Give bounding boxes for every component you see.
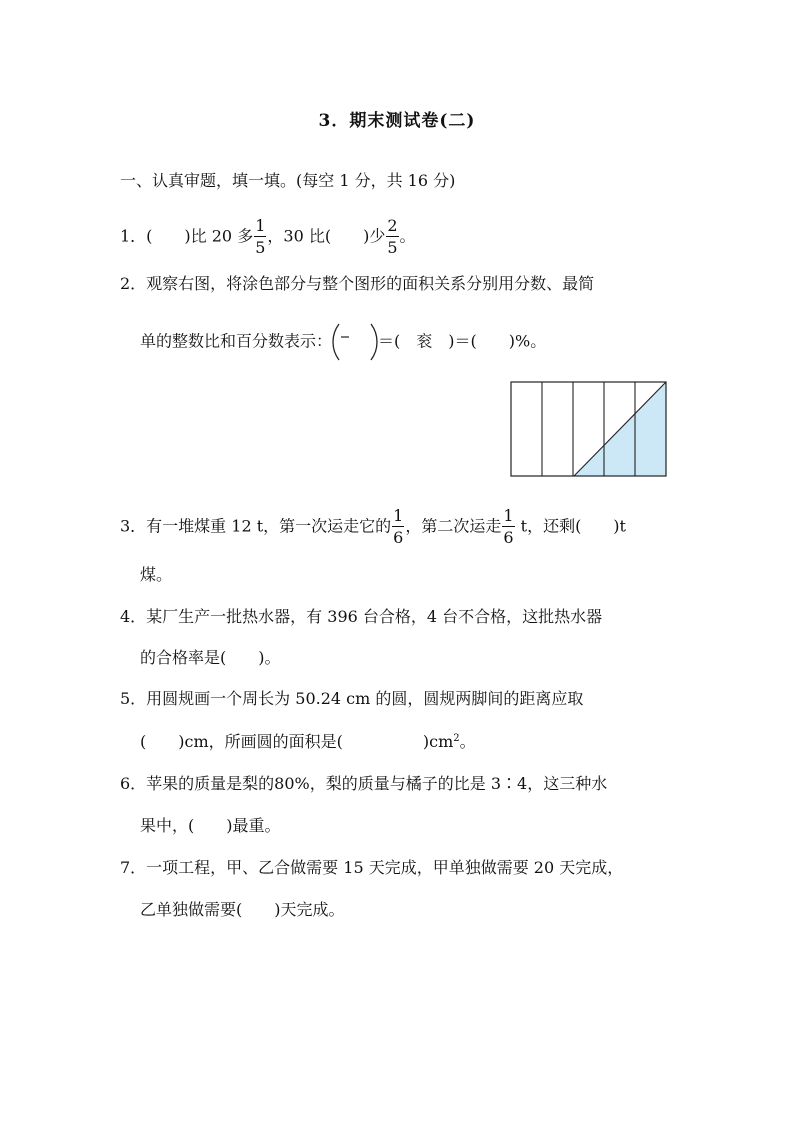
question-3-line-1 [120,506,626,547]
q2-fraction-blank-bracket [332,322,378,362]
section-heading: 一、认真审题，填一填。(每空 1 分，共 16 分) [120,171,456,190]
q2-overlap-glyph: 衮 [416,331,433,351]
page-title: 3．期末测试卷(二) [318,111,476,131]
q3-fraction-1 [392,508,404,546]
question-5-line-2 [140,729,476,755]
q5-superscript: 2 [453,733,460,744]
question-4-line-1: 4．某厂生产一批热水器，有 396 台合格，4 台不合格，这批热水器 [120,607,603,626]
q3-fraction-2-numerator: 1 [503,506,514,525]
question-7-line-2: 乙单独做需要( )天完成。 [140,900,345,919]
q5-text-b: 。 [459,732,476,751]
question-6-line-1: 6．苹果的质量是梨的80%，梨的质量与橘子的比是 3∶4，这三种水 [120,774,608,793]
q1-fraction-2-numerator: 2 [387,216,398,235]
q3-text-a: 3．有一堆煤重 12 t，第一次运走它的 [120,516,392,536]
q3-text-b: ，第二次运走 [405,516,502,536]
question-6-line-2: 果中，( )最重。 [140,816,281,835]
bracket-shape [332,322,378,362]
question-2-line-1: 2．观察右图，将涂色部分与整个图形的面积关系分别用分数、最简 [120,274,595,293]
question-1 [120,216,416,257]
q1-text-b: ，30 比( )少 [267,226,386,246]
question-7-line-1: 7．一项工程，甲、乙合做需要 15 天完成，甲单独做需要 20 天完成， [120,858,624,877]
question-3-line-2: 煤。 [140,565,173,584]
q1-text-c: 。 [399,226,416,246]
question-5-line-1: 5．用圆规画一个周长为 50.24 cm 的圆，圆规两脚间的距离应取 [120,689,584,708]
q1-fraction-2 [386,218,398,256]
q1-fraction-2-denominator: 5 [387,238,398,257]
q1-text-a: 1．( )比 20 多 [120,226,254,246]
q1-fraction-1 [254,218,266,256]
q2-text-end: )＝( )%。 [432,331,547,351]
shaded-rectangle-figure [510,380,670,478]
q3-fraction-2-denominator: 6 [503,528,514,547]
question-4-line-2: 的合格率是( )。 [140,648,281,667]
q2-text-mid: ＝( [378,331,417,351]
q2-text-a: 单的整数比和百分数表示： [140,331,333,351]
q3-fraction-1-numerator: 1 [393,506,404,525]
q1-fraction-1-denominator: 5 [255,238,266,257]
q3-fraction-1-denominator: 6 [393,528,404,547]
question-2-line-2 [140,322,547,351]
q3-text-c: t，还剩( )t [515,516,626,536]
q3-fraction-2 [502,508,514,546]
q5-text-a: ( )cm，所画圆的面积是( )cm [140,732,454,751]
q1-fraction-1-numerator: 1 [255,216,266,235]
